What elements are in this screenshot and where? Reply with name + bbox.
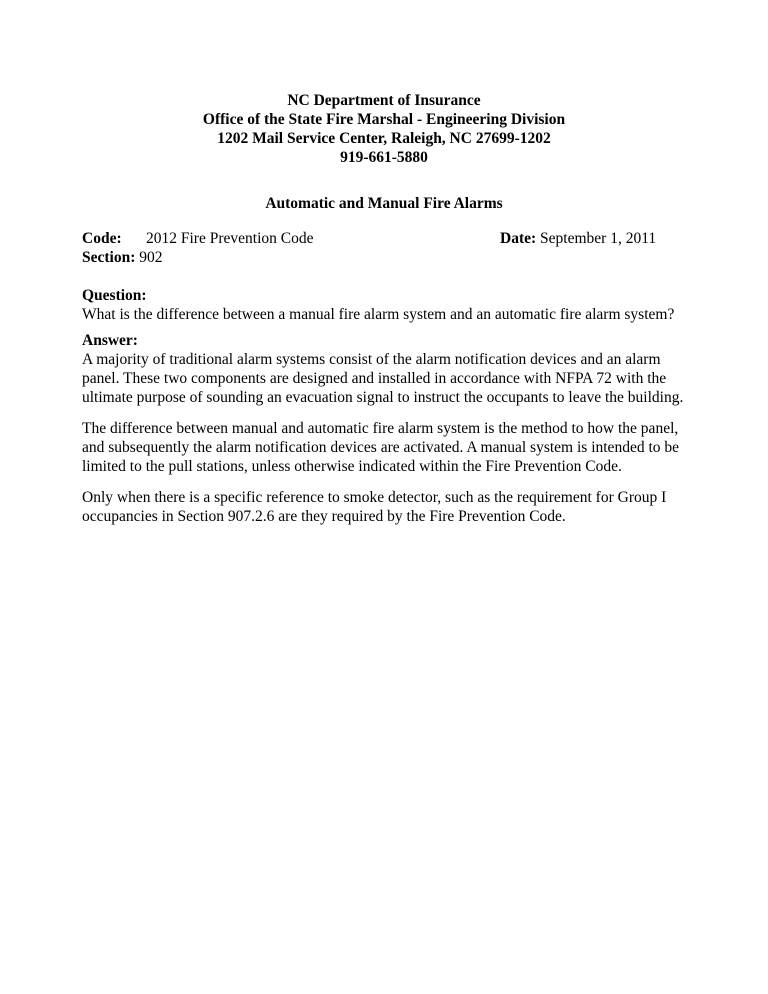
phone-number: 919-661-5880 bbox=[340, 149, 428, 166]
date-value: September 1, 2011 bbox=[540, 230, 657, 247]
code-value: 2012 Fire Prevention Code bbox=[146, 230, 314, 247]
code-label: Code: bbox=[82, 230, 122, 247]
document-title: Automatic and Manual Fire Alarms bbox=[265, 195, 503, 212]
section-row bbox=[82, 248, 682, 267]
answer-section bbox=[82, 331, 692, 407]
answer-paragraph-2: The difference between manual and automatic fire alarm system is the method to how the panel, and subsequently the alarm notification devices are activated. A manual system is intended to be limited to the pull stations, unless otherwise indicated within the Fire Prevention Code. bbox=[82, 420, 680, 475]
answer-paragraph-3-block bbox=[82, 488, 692, 526]
letterhead bbox=[0, 91, 768, 167]
mailing-address: 1202 Mail Service Center, Raleigh, NC 27699-1202 bbox=[217, 130, 551, 147]
question-text: What is the difference between a manual fire alarm system and an automatic fire alarm system? bbox=[82, 306, 675, 323]
division-name: Office of the State Fire Marshal - Engineering Division bbox=[202, 111, 566, 128]
code-metadata bbox=[82, 229, 682, 267]
date-field bbox=[500, 229, 656, 248]
question-section bbox=[82, 286, 692, 324]
question-heading: Question: bbox=[82, 287, 147, 304]
agency-name: NC Department of Insurance bbox=[287, 92, 481, 109]
date-label: Date: bbox=[500, 230, 537, 247]
answer-paragraph-2-block bbox=[82, 419, 692, 476]
answer-paragraph-1: A majority of traditional alarm systems consist of the alarm notification devices and an alarm panel. These two components are designed and installed in accordance with NFPA 72 with the ultimate purpose of sounding an evacuation signal to instruct the occupants to leave the building. bbox=[82, 351, 684, 406]
answer-paragraph-3: Only when there is a specific reference to smoke detector, such as the requirement for Group I occupancies in Section 907.2.6 are they required by the Fire Prevention Code. bbox=[82, 489, 667, 525]
section-label: Section: bbox=[82, 249, 136, 266]
section-value: 902 bbox=[139, 249, 163, 266]
code-row bbox=[82, 229, 682, 248]
answer-heading: Answer: bbox=[82, 332, 138, 349]
